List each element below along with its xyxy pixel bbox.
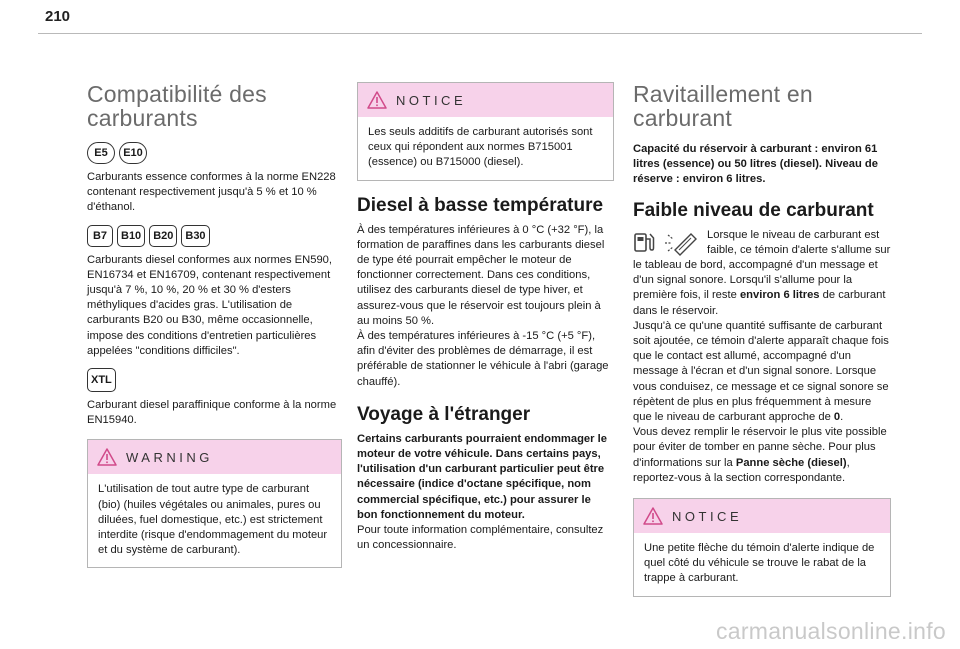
- warning-triangle-icon: [97, 448, 117, 466]
- notice-label: NOTICE: [396, 92, 467, 108]
- fuel-badge-e5: E5: [87, 142, 115, 164]
- xtl-text: Carburant diesel paraffinique conforme à la norme EN15940.: [87, 399, 337, 427]
- column-diesel: [357, 82, 614, 553]
- notice-text: Les seuls additifs de carburant autorisés sont ceux qui répondent aux normes B715001 (essence) ou B715000 (diesel).: [368, 126, 593, 169]
- notice-label: NOTICE: [672, 508, 743, 524]
- page-number: 210: [45, 8, 71, 25]
- capacity-text: Capacité du réservoir à carburant : environ 61 litres (essence) ou 50 litres (diesel). Niveau de réserve : environ 6 litres.: [633, 143, 878, 186]
- heading-low-fuel: Faible niveau de carburant: [633, 199, 874, 221]
- fuel-hatch-arrow-icon: [663, 230, 701, 256]
- warning-text: L'utilisation de tout autre type de carburant (bio) (huiles végétales ou animales, pures ou diluées, fuel domestique, etc.) est strictement interdite (risque d'endommagement du moteur et du système de carburant).: [98, 483, 328, 557]
- voyage-bold-text: Certains carburants pourraient endommager le moteur de votre véhicule. Dans certains pays, l'utilisation d'un carburant particulier peut être nécessaire (indice d'octane spécifique, nom commercial spécifique, etc.) pour assurer le bon fonctionnement du moteur.: [357, 432, 607, 521]
- fuel-badge-e10: E10: [119, 142, 147, 164]
- notice-header: [634, 499, 890, 533]
- notice-header: [358, 83, 613, 117]
- column-refuelling: [633, 82, 891, 597]
- warning-triangle-icon: [643, 507, 663, 525]
- section-title-compatibility: Compatibilité des carburants: [87, 81, 267, 131]
- essence-text: Carburants essence conformes à la norme EN228 contenant respectivement jusqu'à 5 % et 10 % d'éthanol.: [87, 171, 336, 214]
- diesel-paragraph-1: À des températures inférieures à 0 °C (+32 °F), la formation de paraffines dans les carburants diesel de type été pourrait empêcher le moteur de fonctionner correctement. Dans ces conditions, utilisez des carburants diesel de type hiver, et assurez-vous que le réservoir est toujours plein à au moins 50 %.: [357, 223, 605, 327]
- fuel-badge-b30: B30: [181, 225, 209, 247]
- notice-box-additives: [357, 82, 614, 181]
- fuel-badge-b10: B10: [117, 225, 145, 247]
- notice-box-hatch: [633, 498, 891, 597]
- column-compatibility: [87, 82, 342, 568]
- low-fuel-icons: [633, 230, 703, 258]
- header-divider: [38, 33, 922, 34]
- diesel-text: Carburants diesel conformes aux normes EN590, EN16734 et EN16709, contenant respectivement jusqu'à 7 %, 10 %, 20 % et 30 % d'esters méthyliques d'acides gras. L'utilisation de carburants B20 ou B30, même occasionnelle, impose des conditions d'entretien particulières appelées "conditions difficiles".: [87, 253, 332, 357]
- fuel-pump-icon: [633, 230, 655, 254]
- fuel-badge-b7: B7: [87, 225, 113, 247]
- fuel-badge-b20: B20: [149, 225, 177, 247]
- section-title-refuelling: Ravitaillement en carburant: [633, 81, 813, 131]
- notice-text: Une petite flèche du témoin d'alerte indique de quel côté du véhicule se trouve le rabat de la trappe à carburant.: [644, 542, 875, 585]
- low-fuel-text: Lorsque le niveau de carburant est faible, ce témoin d'alerte s'allume sur le tableau de bord, accompagné d'un message et d'un signal sonore. Lorsqu'il s'allume pour la première fois, il reste environ 6 litres de carburant dans le réservoir. Jusqu'à ce qu'une quantité suffisante de carburant soit ajoutée, ce témoin d'alerte apparaît chaque fois que le contact est allumé, accompagné d'un message à l'écran et d'un signal sonore. Lorsque vous conduisez, ce message et ce signal sonore se répètent de plus en plus fréquemment à mesure que le niveau de carburant approche de 0. Vous devez remplir le réservoir le plus vite possible pour éviter de tomber en panne sèche. Pour plus d'informations sur la Panne sèche (diesel), reportez-vous à la section correspondante.: [633, 228, 891, 484]
- warning-box: [87, 439, 342, 568]
- xtl-badges: [87, 368, 342, 392]
- diesel-badges: [87, 225, 342, 247]
- warning-triangle-icon: [367, 91, 387, 109]
- warning-label: WARNING: [126, 449, 213, 465]
- heading-diesel-low-temp: Diesel à basse température: [357, 194, 604, 216]
- watermark: carmanualsonline.info: [715, 618, 946, 644]
- warning-header: [88, 440, 341, 474]
- heading-voyage: Voyage à l'étranger: [357, 403, 531, 425]
- essence-badges: [87, 142, 342, 164]
- diesel-paragraph-2: À des températures inférieures à -15 °C (+5 °F), afin d'éviter des problèmes de démarrage, il est préférable de stationner le véhicule à l'abri (garage chauffé).: [357, 330, 609, 388]
- voyage-text: Pour toute information complémentaire, consultez un concessionnaire.: [357, 524, 604, 552]
- fuel-badge-xtl: XTL: [87, 368, 116, 392]
